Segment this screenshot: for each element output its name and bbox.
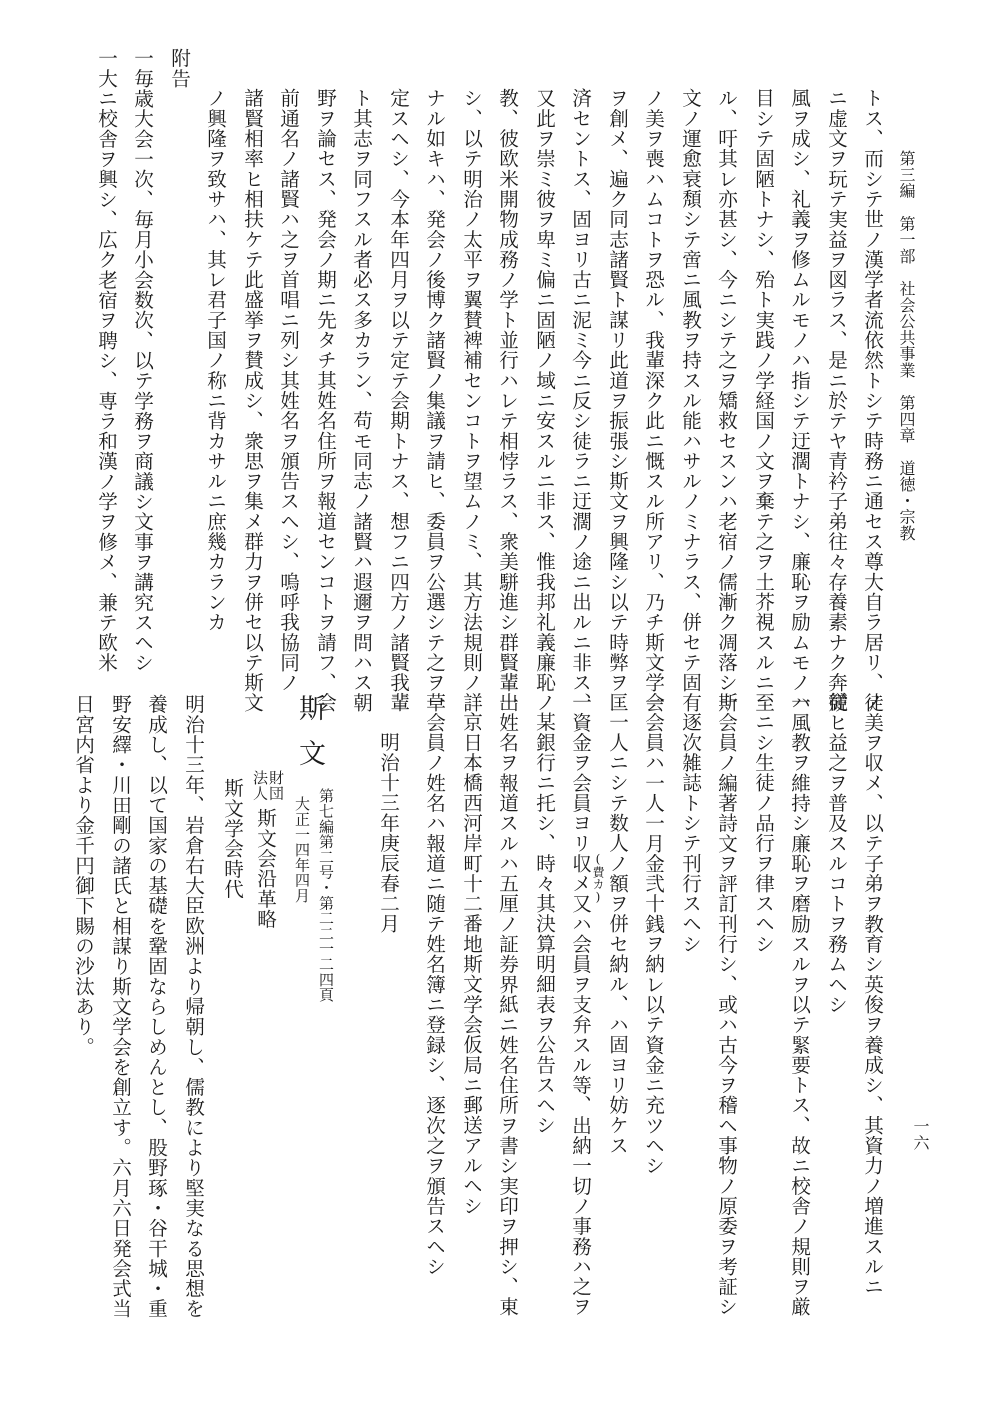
- narrative-line: 養成し、以て国家の基礎を鞏固ならしめんとし、股野琢・谷干城・重: [144, 694, 168, 1319]
- upper-line: 定スヘシ、今本年四月ヲ以テ定テ会期トナス、想フニ四方ノ諸賢我輩: [386, 88, 410, 713]
- ruby-note: (費カ): [591, 852, 605, 904]
- upper-line: ノ興隆ヲ致サハ、其レ君子国ノ称ニ背カサルニ庶幾カランカ: [203, 88, 227, 633]
- lower-line: 一会員ハ一人一月金弐十銭ヲ納レ以テ資金ニ充ツヘシ: [641, 692, 665, 1176]
- upper-line: 目シテ固陋トナシ、殆ト実践ノ学経国ノ文ヲ棄テ之ヲ土芥視スルニ至: [751, 88, 775, 713]
- upper-line: 諸賢相率ヒ相扶ケテ此盛挙ヲ賛成シ、衆思ヲ集メ群力ヲ併セ以テ斯文: [240, 88, 264, 713]
- lower-line: 京日本橋西河岸町十二番地斯文学会仮局ニ郵送アルヘシ: [459, 712, 483, 1216]
- upper-line: ル、吁其レ亦甚シ、今ニシテ之ヲ矯救セスンハ老宿ノ儒漸ク凋落シ斯: [714, 88, 738, 713]
- running-header: 第三編 第一部 社会公共事業 第四章 道徳・宗教: [897, 150, 916, 542]
- upper-line: 文ノ運愈衰頽シテ啻ニ風教ヲ持スル能ハサルノミナラス、併セテ固有: [678, 88, 702, 713]
- upper-line: 一大ニ校舎ヲ興シ、広ク老宿ヲ聘シ、専ラ和漢ノ学ヲ修メ、兼テ欧米: [94, 48, 118, 673]
- upper-line: ヲ創メ、遍ク同志諸賢ト謀リ此道ヲ振張シ斯文ヲ興隆シ以テ時弊ヲ匡: [605, 88, 629, 713]
- citation-line: 第七編第二号・第二二一二四頁: [317, 788, 335, 1003]
- lower-line: ニシ生徒ノ品行ヲ律スヘシ: [751, 712, 775, 954]
- lower-line: 一姓名ヲ報道スルハ五厘ノ証券界紙ニ姓名住所ヲ書シ実印ヲ押シ、東: [495, 692, 519, 1317]
- upper-line: 又此ヲ崇ミ彼ヲ卑ミ偏ニ固陋ノ域ニ安スルニ非ス、惟我邦礼義廉恥ノ: [532, 88, 556, 713]
- upper-line: シ、以テ明治ノ太平ヲ翼賛裨補センコトヲ望ムノミ、其方法規則ノ詳: [459, 88, 483, 713]
- lower-line: 某銀行ニ托シ、時々其決算明細表ヲ公告スヘシ: [532, 712, 556, 1136]
- section-heading: 斯文学会時代: [220, 778, 244, 899]
- upper-line: ナル如キハ、発会ノ後博ク諸賢ノ集議ヲ請ヒ、委員ヲ公選シテ之ヲ草: [422, 88, 446, 713]
- citation-line: 大正一四年四月: [293, 796, 311, 904]
- upper-line: 教、彼欧米開物成務ノ学ト並行ハレテ相悖ラス、衆美駢進シ群賢輩出: [495, 88, 519, 713]
- page-number: 一六: [911, 1118, 930, 1151]
- lower-line: 一会員ノ姓名ハ報道ニ随テ姓名簿ニ登録シ、逐次之ヲ頒告スヘシ: [422, 692, 446, 1277]
- lower-line: ノ美ヲ収メ、以テ子弟ヲ教育シ英俊ヲ養成シ、其資力ノ増進スルニ: [860, 692, 884, 1297]
- upper-line: ト其志ヲ同フスル者必ス多カラン、苟モ同志ノ諸賢ハ遐邇ヲ問ハス朝: [349, 88, 373, 713]
- upper-line: 風ヲ成シ、礼義ヲ修ムルモノハ指シテ迂濶トナシ、廉恥ヲ励ムモノハ: [787, 88, 811, 713]
- foundation-label: 財団: [267, 770, 285, 801]
- journal-title: 斯文: [294, 694, 325, 784]
- lower-line: 従ヒ益之ヲ普及スルコトヲ務ムヘシ: [824, 692, 848, 1015]
- foundation-label: 法人: [251, 770, 269, 801]
- upper-line: 済セントス、固ヨリ古ニ泥ミ今ニ反シ徒ラニ迂濶ノ途ニ出ルニ非ス、: [568, 88, 592, 713]
- upper-line: ニ虚文ヲ玩テ実益ヲ図ラス、是ニ於テヤ青衿子弟往々存養素ナク奔競: [824, 88, 848, 713]
- appendix-heading: 附告: [167, 48, 191, 89]
- upper-line: ノ美ヲ喪ハムコトヲ恐ル、我輩深ク此ニ慨スル所アリ、乃チ斯文学会: [641, 88, 665, 713]
- lower-line: 一会員ノ編著詩文ヲ評訂刊行シ、或ハ古今ヲ稽ヘ事物ノ原委ヲ考証シ: [714, 692, 738, 1317]
- upper-line: 前通名ノ諸賢ハ之ヲ首唱ニ列シ其姓名ヲ頒告スヘシ、嗚呼我協同ノ: [276, 88, 300, 693]
- upper-line: 一毎歳大会一次、毎月小会数次、以テ学務ヲ商議シ文事ヲ講究スヘシ: [130, 48, 154, 673]
- lower-line: 逐次雑誌トシテ刊行スヘシ: [678, 712, 702, 954]
- lower-line: 一風教ヲ維持シ廉恥ヲ磨励スルヲ以テ緊要トス、故ニ校舎ノ規則ヲ厳: [787, 692, 811, 1317]
- narrative-line: 野安繹・川田剛の諸氏と相謀り斯文学会を創立す。六月六日発会式当: [108, 694, 132, 1319]
- lower-line: 一資金ヲ会員ヨリ収メ又ハ会員ヲ支弁スル等、出納一切ノ事務ハ之ヲ: [568, 692, 592, 1317]
- date-line: 明治十三年庚辰春二月: [376, 732, 400, 934]
- foundation-name: 斯文会沿革略: [253, 808, 277, 929]
- lower-line: 一人ニシテ数人ノ額ヲ併セ納ル、ハ固ヨリ妨ケス: [605, 712, 629, 1156]
- upper-line: トス、而シテ世ノ漢学者流依然トシテ時務ニ通セス尊大自ラ居リ、徒: [860, 88, 884, 713]
- upper-line: 野ヲ論セス、発会ノ期ニ先タチ其姓名住所ヲ報道センコトヲ請フ、会: [313, 88, 337, 713]
- narrative-line: 日宮内省より金千円御下賜の沙汰あり。: [71, 694, 95, 1057]
- narrative-line: 明治十三年、岩倉右大臣欧洲より帰朝し、儒教により堅実なる思想を: [181, 694, 205, 1319]
